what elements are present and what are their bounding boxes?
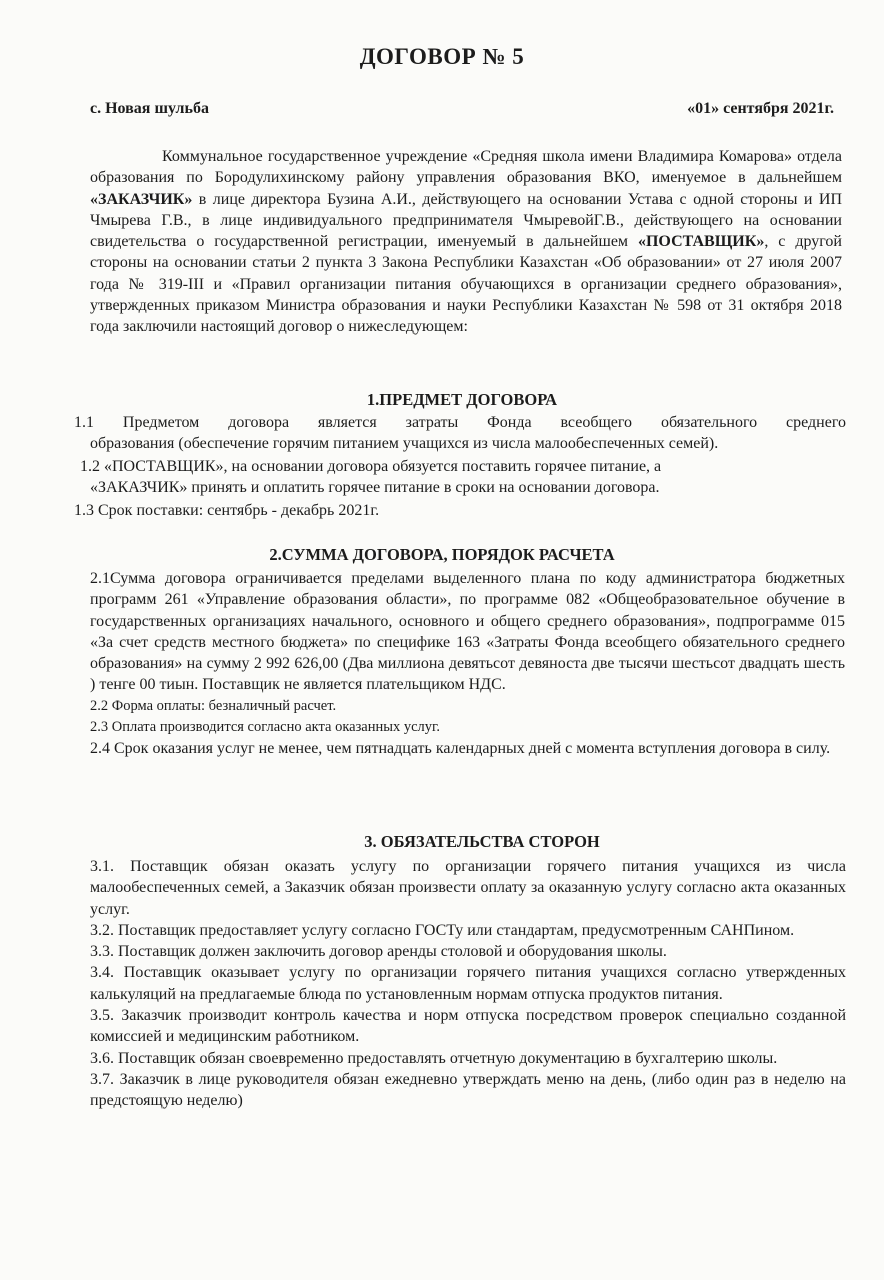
intro-text-part2: в лице директора Бузина А.И., действующего на основании Устава с одной стороны и ИП Чмырева Г.В., в лице индивидуального предпринимателя ЧмыревойГ.В., действующего на основании свидетельства о государственной регистрации, именуемый в дальнейшем [90, 190, 842, 251]
intro-paragraph [90, 146, 842, 338]
section2-item4: 2.4 Срок оказания услуг не менее, чем пятнадцать календарных дней с момента вступления договора в силу. [90, 740, 831, 758]
section2-heading: 2.СУММА ДОГОВОРА, ПОРЯДОК РАСЧЕТА [269, 545, 615, 564]
section1-item3: 1.3 Срок поставки: сентябрь - декабрь 2021г. [74, 502, 380, 519]
intro-text-part1: Коммунальное государственное учреждение «Средняя школа имени Владимира Комарова» отдела образования по Бородулихинскому району управления образования ВКО, именуемое в дальнейшем [90, 148, 842, 187]
section3-heading: 3. ОБЯЗАТЕЛЬСТВА СТОРОН [364, 832, 600, 851]
section1-item1 [74, 412, 846, 455]
document-title: ДОГОВОР № 5 [359, 44, 525, 69]
section1-item1-line1: 1.1 Предметом договора является затраты Фонда всеобщего обязательного среднего [74, 414, 846, 431]
section3-body [90, 856, 846, 1112]
section1-item2-line2: «ЗАКАЗЧИК» принять и оплатить горячее питание в сроки на основании договора. [90, 479, 660, 497]
section3-item6: 3.6. Поставщик обязан своевременно предоставлять отчетную документацию в бухгалтерию школы. [90, 1049, 778, 1067]
section3-item1: 3.1. Поставщик обязан оказать услугу по организации горячего питания учащихся из числа малообеспеченных семей, а Заказчик обязан произвести оплату за оказанную услугу согласно акта оказанных услуг. [90, 858, 846, 918]
section1-item2 [74, 456, 846, 499]
section2-item2: 2.2 Форма оплаты: безналичный расчет. [90, 697, 337, 714]
section2-item1: 2.1Сумма договора ограничивается пределами выделенного плана по коду администратора бюджетных программ 261 «Управление образования области», по программе 082 «Общеобразовательное обучение в государственных организациях начального, основного и общего среднего образования», подпрограмме 015 «За счет средств местного бюджета» по специфике 163 «Затраты Фонда всеобщего обязательного среднего образования» на сумму 2 992 626,00 (Два миллиона девятьсот девяноста две тысячи шестьсот двадцать шесть ) тенге 00 тиын. Поставщик не является плательщиком НДС. [90, 570, 845, 694]
supplier-label: «ПОСТАВЩИК» [637, 233, 765, 251]
section1-item2-line1: 1.2 «ПОСТАВЩИК», на основании договора обязуется поставить горячее питание, а [80, 458, 662, 475]
contract-date: «01» сентября 2021г. [687, 100, 834, 117]
section3-item4: 3.4. Поставщик оказывает услугу по организации горячего питания учащихся согласно утвержденных калькуляций на предлагаемые блюда по установленным нормам отпуска продуктов питания. [90, 964, 846, 1003]
section3-item5: 3.5. Заказчик производит контроль качества и норм отпуска посредством проверок специально созданной комиссией и медицинским работником. [90, 1007, 846, 1046]
section3-item2: 3.2. Поставщик предоставляет услугу согласно ГОСТу или стандартам, предусмотренным САНПином. [90, 921, 795, 939]
section2-body [90, 568, 845, 760]
intro-text-part3: , с другой стороны на основании статьи 2 пункта 3 Закона Республики Казахстан «Об образовании» от 27 июля 2007 года № 319-III и «Правил организации питания обучающихся в организации среднего образования», утвержденных приказом Министра образования и науки Республики Казахстан № 598 от 31 октября 2018 года заключили настоящий договор о нижеследующем: [90, 233, 842, 336]
section2-item3: 2.3 Оплата производится согласно акта оказанных услуг. [90, 719, 440, 736]
section1-heading: 1.ПРЕДМЕТ ДОГОВОРА [366, 390, 558, 409]
section3-item7: 3.7. Заказчик в лице руководителя обязан ежедневно утверждать меню на день, (либо один раз в неделю на предстоящую неделю) [90, 1070, 846, 1110]
contract-place: с. Новая шульба [90, 100, 209, 117]
customer-label: «ЗАКАЗЧИК» [90, 190, 193, 208]
section3-item3: 3.3. Поставщик должен заключить договор аренды столовой и оборудования школы. [90, 943, 667, 961]
section1-item1-line2: образования (обеспечение горячим питанием учащихся из числа малообеспеченных семей). [90, 435, 719, 453]
